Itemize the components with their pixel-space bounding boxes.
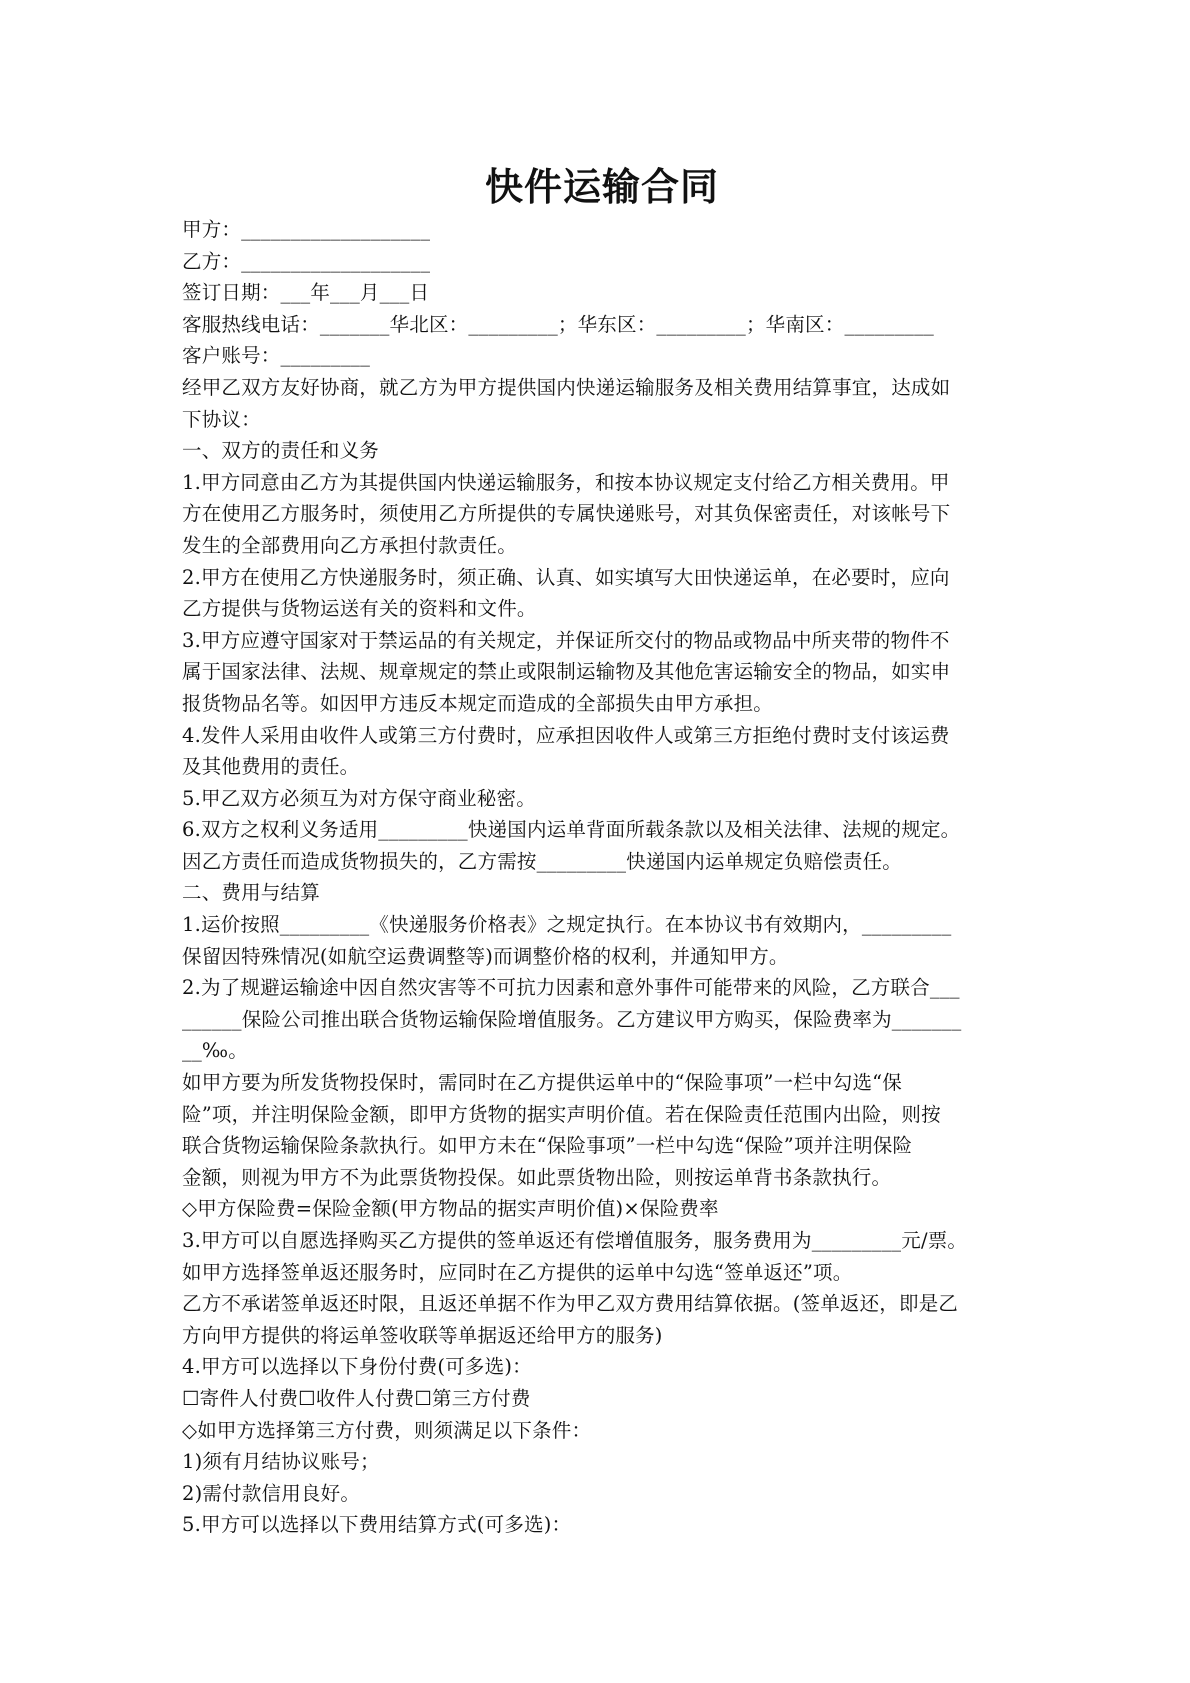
clause-line: 2.甲方在使用乙方快递服务时，须正确、认真、如实填写大田快递运单，在必要时，应向 [182,565,950,589]
clause-line: 因乙方责任而造成货物损失的，乙方需按_________快递国内运单规定负赔偿责任。 [182,849,902,873]
clause-line: 险”项，并注明保险金额，即甲方货物的据实声明价值。若在保险责任范围内出险，则按 [182,1102,941,1126]
clause-line: 发生的全部费用向乙方承担付款责任。 [182,533,517,557]
clause-line: 属于国家法律、法规、规章规定的禁止或限制运输物及其他危害运输安全的物品，如实申 [182,660,951,684]
party-a-line: 甲方：___________________ [182,218,431,241]
condition-item: 2)需付款信用良好。 [182,1481,361,1505]
section-heading: 一、双方的责任和义务 [182,439,380,463]
party-b-line: 乙方：___________________ [182,249,431,273]
clause-line: 5.甲方可以选择以下费用结算方式(可多选)： [182,1513,572,1537]
clause-line: 联合货物运输保险条款执行。如甲方未在“保险事项”一栏中勾选“保险”项并注明保险 [182,1134,913,1158]
clause-line: 如甲方要为所发货物投保时，需同时在乙方提供运单中的“保险事项”一栏中勾选“保 [182,1071,903,1095]
clause-line: 3.甲方可以自愿选择购买乙方提供的签单返还有偿增值服务，服务费用为_________元/票。 [182,1229,968,1252]
clause-line: 金额，则视为甲方不为此票货物投保。如此票货物出险，则按运单背书条款执行。 [182,1165,892,1189]
clause-line: 保留因特殊情况(如航空运费调整等)而调整价格的权利，并通知甲方。 [182,944,789,968]
formula-line: ◇甲方保险费=保险金额(甲方物品的据实声明价值)×保险费率 [182,1197,719,1221]
clause-line: 1.甲方同意由乙方为其提供国内快递运输服务，和按本协议规定支付给乙方相关费用。甲 [182,470,950,494]
section-heading: 二、费用与结算 [182,881,320,905]
clause-line: 乙方提供与货物运送有关的资料和文件。 [182,597,537,621]
preamble-line: 下协议： [182,407,261,431]
clause-line: ______保险公司推出联合货物运输保险增值服务。乙方建议甲方购买，保险费率为_______ [182,1007,962,1031]
clause-line: 乙方不承诺签单返还时限，且返还单据不作为甲乙双方费用结算依据。(签单返还，即是乙 [182,1292,959,1316]
clause-line: 6.双方之权利义务适用_________快递国内运单背面所载条款以及相关法律、法规的规定。 [182,818,961,842]
clause-line: 3.甲方应遵守国家对于禁运品的有关规定，并保证所交付的物品或物品中所夹带的物件不 [182,628,950,652]
clause-line: 方在使用乙方服务时，须使用乙方所提供的专属快递账号，对其负保密责任，对该帐号下 [182,502,951,526]
document-title: 快件运输合同 [484,165,719,209]
sign-date-line: 签订日期：___年___月___日 [182,281,430,305]
clause-line: 5.甲乙双方必须互为对方保守商业秘密。 [182,786,536,810]
account-line: 客户账号：_________ [182,344,371,368]
clause-line: 方向甲方提供的将运单签收联等单据返还给甲方的服务) [182,1323,663,1347]
clause-line: 1.运价按照_________《快递服务价格表》之规定执行。在本协议书有效期内，_________ [182,913,952,937]
hotline-line: 客服热线电话：_______华北区：_________；华东区：_________；华南区：_________ [182,312,935,336]
clause-line: 4.甲方可以选择以下身份付费(可多选)： [182,1355,532,1379]
clause-line: 2.为了规避运输途中因自然灾害等不可抗力因素和意外事件可能带来的风险，乙方联合___ [182,976,960,1000]
clause-line: 报货物品名等。如因甲方违反本规定而造成的全部损失由甲方承担。 [182,691,774,715]
contract-page [182,160,1022,1541]
clause-line: __‰。 [182,1039,248,1063]
condition-item: 1)须有月结协议账号； [182,1450,380,1474]
condition-heading: ◇如甲方选择第三方付费，则须满足以下条件： [182,1418,592,1442]
clause-line: 如甲方选择签单返还服务时，应同时在乙方提供的运单中勾选“签单返还”项。 [182,1260,853,1284]
clause-line: 4.发件人采用由收件人或第三方付费时，应承担因收件人或第三方拒绝付费时支付该运费 [182,723,950,747]
clause-line: 及其他费用的责任。 [182,755,360,779]
payer-checkbox-options[interactable]: ☐寄件人付费☐收件人付费☐第三方付费 [182,1386,531,1410]
document-body [182,214,1022,1541]
preamble-line: 经甲乙双方友好协商，就乙方为甲方提供国内快递运输服务及相关费用结算事宜，达成如 [182,375,951,399]
